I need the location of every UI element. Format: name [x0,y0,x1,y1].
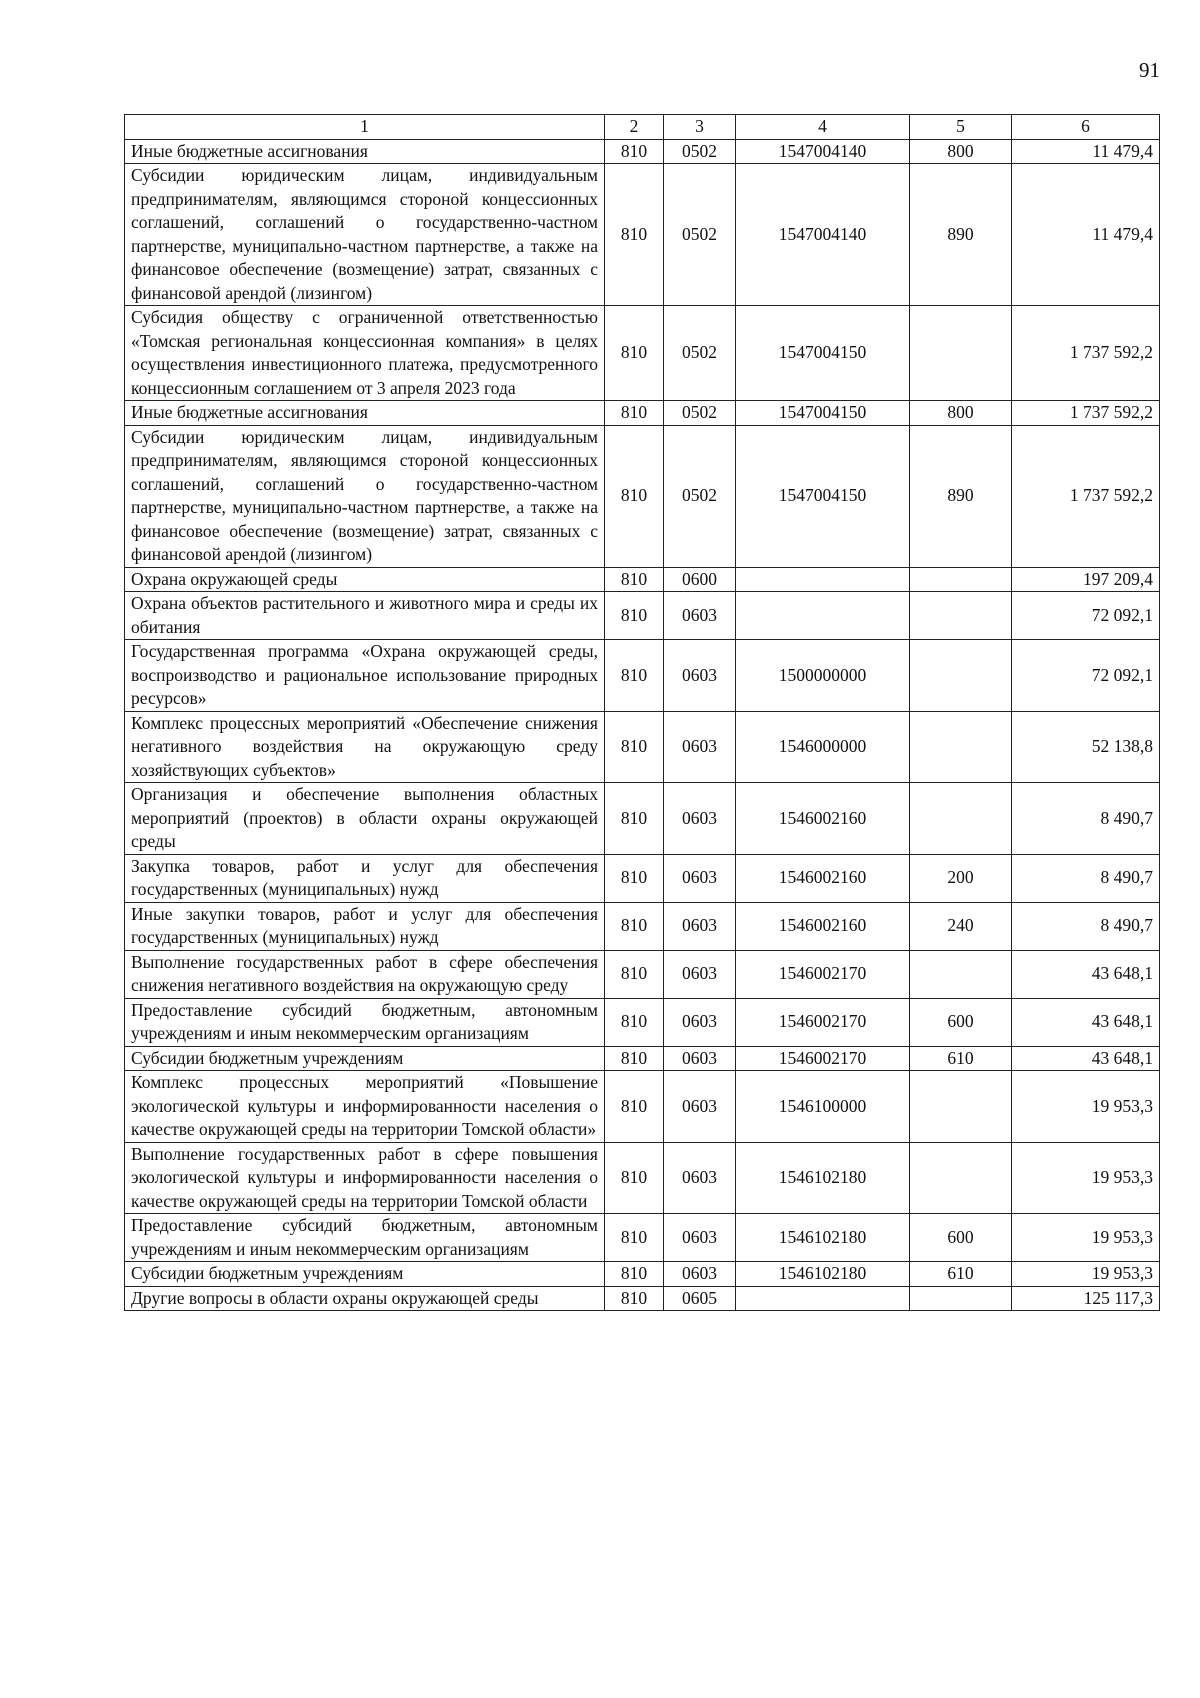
target-article-code: 1546102180 [736,1214,910,1262]
target-article-code: 1546002170 [736,1046,910,1071]
section-code: 0603 [664,1214,736,1262]
row-name: Иные бюджетные ассигнования [125,401,605,426]
row-name: Субсидии юридическим лицам, индивидуальным предпринимателям, являющимся стороной концессионных соглашений, соглашений о государственно-частном партнерстве, муниципально-частном партнерстве, а также на финансовое обеспечение (возмещение) затрат, связанных с финансовой арендой (лизингом) [125,425,605,567]
header-cell: 1 [125,115,605,140]
ministry-code: 810 [605,854,664,902]
table-row [125,401,1160,426]
expense-type-code [910,783,1012,855]
expense-type-code: 890 [910,425,1012,567]
row-name: Субсидии бюджетным учреждениям [125,1262,605,1287]
row-name: Предоставление субсидий бюджетным, автономным учреждениям и иным некоммерческим организациям [125,1214,605,1262]
expense-type-code [910,711,1012,783]
section-code: 0603 [664,998,736,1046]
ministry-code: 810 [605,306,664,401]
table-row [125,306,1160,401]
expense-type-code [910,1071,1012,1143]
ministry-code: 810 [605,139,664,164]
table-row [125,1214,1160,1262]
ministry-code: 810 [605,783,664,855]
ministry-code: 810 [605,950,664,998]
amount: 52 138,8 [1012,711,1160,783]
expense-type-code: 240 [910,902,1012,950]
expense-type-code [910,567,1012,592]
ministry-code: 810 [605,1142,664,1214]
amount: 8 490,7 [1012,854,1160,902]
row-name: Выполнение государственных работ в сфере обеспечения снижения негативного воздействия на окружающую среду [125,950,605,998]
expense-type-code: 200 [910,854,1012,902]
section-code: 0603 [664,640,736,712]
table-row [125,711,1160,783]
row-name: Субсидии бюджетным учреждениям [125,1046,605,1071]
header-cell: 3 [664,115,736,140]
ministry-code: 810 [605,1214,664,1262]
row-name: Государственная программа «Охрана окружающей среды, воспроизводство и рациональное использование природных ресурсов» [125,640,605,712]
amount: 8 490,7 [1012,902,1160,950]
amount: 11 479,4 [1012,139,1160,164]
amount: 19 953,3 [1012,1262,1160,1287]
amount: 8 490,7 [1012,783,1160,855]
ministry-code: 810 [605,1046,664,1071]
table-row [125,783,1160,855]
table-row [125,1071,1160,1143]
amount: 19 953,3 [1012,1071,1160,1143]
section-code: 0603 [664,783,736,855]
expense-type-code [910,306,1012,401]
target-article-code [736,592,910,640]
row-name: Другие вопросы в области охраны окружающей среды [125,1286,605,1311]
row-name: Охрана окружающей среды [125,567,605,592]
ministry-code: 810 [605,1071,664,1143]
expense-type-code [910,950,1012,998]
ministry-code: 810 [605,1286,664,1311]
amount: 72 092,1 [1012,592,1160,640]
budget-table [124,114,1160,1311]
row-name: Охрана объектов растительного и животного мира и среды их обитания [125,592,605,640]
section-code: 0502 [664,401,736,426]
row-name: Предоставление субсидий бюджетным, автономным учреждениям и иным некоммерческим организациям [125,998,605,1046]
expense-type-code: 800 [910,401,1012,426]
section-code: 0502 [664,164,736,306]
section-code: 0603 [664,854,736,902]
target-article-code: 1546002170 [736,950,910,998]
page-number: 91 [1139,58,1160,82]
amount: 43 648,1 [1012,950,1160,998]
ministry-code: 810 [605,401,664,426]
expense-type-code [910,1286,1012,1311]
amount: 125 117,3 [1012,1286,1160,1311]
ministry-code: 810 [605,998,664,1046]
table-row [125,950,1160,998]
table-row [125,425,1160,567]
ministry-code: 810 [605,425,664,567]
amount: 43 648,1 [1012,1046,1160,1071]
expense-type-code [910,640,1012,712]
ministry-code: 810 [605,567,664,592]
header-cell: 4 [736,115,910,140]
header-cell: 5 [910,115,1012,140]
row-name: Субсидия обществу с ограниченной ответственностью «Томская региональная концессионная компания» в целях осуществления инвестиционного платежа, предусмотренного концессионным соглашением от 3 апреля 2023 года [125,306,605,401]
target-article-code [736,567,910,592]
section-code: 0603 [664,902,736,950]
table-row [125,592,1160,640]
row-name: Организация и обеспечение выполнения областных мероприятий (проектов) в области охраны окружающей среды [125,783,605,855]
row-name: Иные закупки товаров, работ и услуг для обеспечения государственных (муниципальных) нужд [125,902,605,950]
expense-type-code: 600 [910,998,1012,1046]
ministry-code: 810 [605,592,664,640]
expense-type-code: 610 [910,1046,1012,1071]
table-row [125,640,1160,712]
amount: 1 737 592,2 [1012,306,1160,401]
row-name: Комплекс процессных мероприятий «Обеспечение снижения негативного воздействия на окружающую среду хозяйствующих субъектов» [125,711,605,783]
table-row [125,139,1160,164]
expense-type-code: 610 [910,1262,1012,1287]
table-row [125,164,1160,306]
expense-type-code [910,592,1012,640]
amount: 19 953,3 [1012,1214,1160,1262]
section-code: 0600 [664,567,736,592]
target-article-code: 1546102180 [736,1142,910,1214]
ministry-code: 810 [605,1262,664,1287]
section-code: 0603 [664,1142,736,1214]
target-article-code: 1547004150 [736,401,910,426]
amount: 1 737 592,2 [1012,401,1160,426]
section-code: 0603 [664,1071,736,1143]
target-article-code: 1546002170 [736,998,910,1046]
section-code: 0502 [664,306,736,401]
header-row [125,115,1160,140]
target-article-code: 1546002160 [736,902,910,950]
amount: 72 092,1 [1012,640,1160,712]
target-article-code: 1546102180 [736,1262,910,1287]
section-code: 0603 [664,711,736,783]
expense-type-code: 600 [910,1214,1012,1262]
target-article-code: 1547004150 [736,425,910,567]
ministry-code: 810 [605,640,664,712]
amount: 43 648,1 [1012,998,1160,1046]
expense-type-code: 800 [910,139,1012,164]
table-row [125,902,1160,950]
amount: 1 737 592,2 [1012,425,1160,567]
target-article-code: 1547004150 [736,306,910,401]
target-article-code [736,1286,910,1311]
target-article-code: 1547004140 [736,164,910,306]
expense-type-code [910,1142,1012,1214]
target-article-code: 1547004140 [736,139,910,164]
table-row [125,1046,1160,1071]
table-row [125,1142,1160,1214]
row-name: Комплекс процессных мероприятий «Повышение экологической культуры и информированности населения о качестве окружающей среды на территории Томской области» [125,1071,605,1143]
section-code: 0603 [664,1046,736,1071]
target-article-code: 1500000000 [736,640,910,712]
header-cell: 2 [605,115,664,140]
ministry-code: 810 [605,902,664,950]
table-row [125,854,1160,902]
target-article-code: 1546002160 [736,854,910,902]
row-name: Закупка товаров, работ и услуг для обеспечения государственных (муниципальных) нужд [125,854,605,902]
expense-type-code: 890 [910,164,1012,306]
row-name: Выполнение государственных работ в сфере повышения экологической культуры и информированности населения о качестве окружающей среды на территории Томской области [125,1142,605,1214]
section-code: 0605 [664,1286,736,1311]
target-article-code: 1546000000 [736,711,910,783]
table-row [125,1286,1160,1311]
amount: 197 209,4 [1012,567,1160,592]
amount: 11 479,4 [1012,164,1160,306]
ministry-code: 810 [605,164,664,306]
amount: 19 953,3 [1012,1142,1160,1214]
table-row [125,998,1160,1046]
section-code: 0603 [664,950,736,998]
header-cell: 6 [1012,115,1160,140]
section-code: 0603 [664,592,736,640]
row-name: Иные бюджетные ассигнования [125,139,605,164]
row-name: Субсидии юридическим лицам, индивидуальным предпринимателям, являющимся стороной концессионных соглашений, соглашений о государственно-частном партнерстве, муниципально-частном партнерстве, а также на финансовое обеспечение (возмещение) затрат, связанных с финансовой арендой (лизингом) [125,164,605,306]
section-code: 0603 [664,1262,736,1287]
target-article-code: 1546100000 [736,1071,910,1143]
ministry-code: 810 [605,711,664,783]
target-article-code: 1546002160 [736,783,910,855]
table-row [125,567,1160,592]
table-row [125,1262,1160,1287]
section-code: 0502 [664,425,736,567]
section-code: 0502 [664,139,736,164]
